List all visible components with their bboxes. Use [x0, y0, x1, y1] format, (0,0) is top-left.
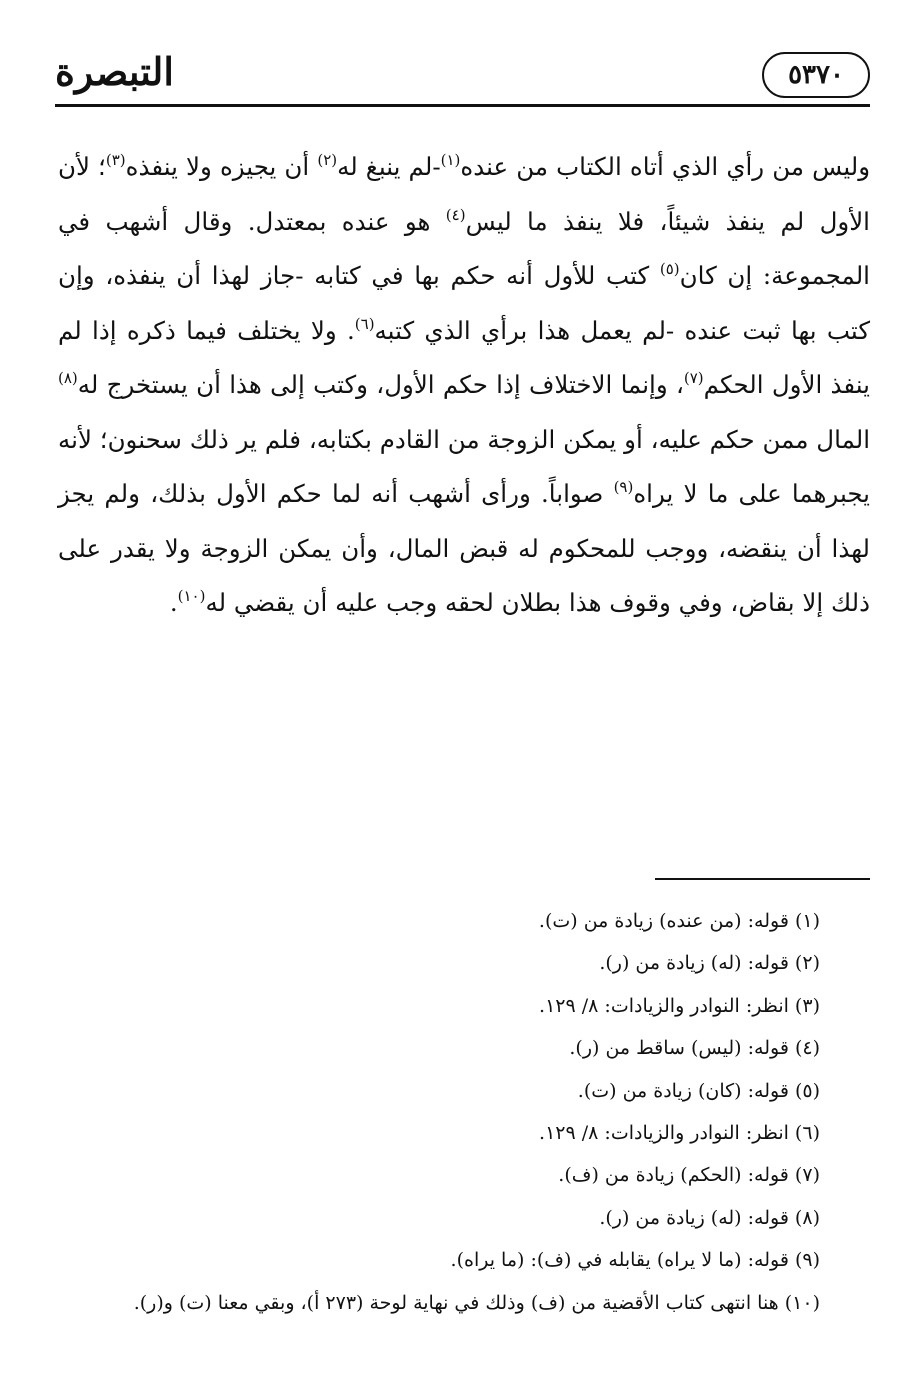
footnote-marker: (٤) [445, 205, 466, 224]
paragraph-text: . ولا يختلف فيما ذكره إذا لم ينفذ الأول الحكم [58, 315, 870, 399]
footnote-item: (١٠) هنا انتهى كتاب الأقضية من (ف) وذلك في نهاية لوحة (٢٧٣ أ)، وبقي معنا (ت) و(ر). [133, 1291, 820, 1314]
footnote-item: (٦) انظر: النوادر والزيادات: ٨/ ١٢٩. [539, 1122, 820, 1145]
paragraph-text: أن يجيزه ولا ينفذه [125, 152, 318, 181]
footnote-marker: (١) [440, 151, 461, 169]
footnote-item: (٧) قوله: (الحكم) زيادة من (ف). [558, 1164, 820, 1187]
footnote-item: (٥) قوله: (كان) زيادة من (ت). [577, 1079, 820, 1102]
paragraph-text: وليس من رأي الذي أتاه الكتاب من عنده [460, 152, 871, 181]
paragraph-text: ، وإنما الاختلاف إذا حكم الأول، وكتب إلى هذا أن يستخرج له [77, 370, 684, 399]
main-paragraph [58, 140, 870, 631]
paragraph-text: المال ممن حكم عليه، أو يمكن الزوجة من القادم بكتابه، فلم ير ذلك سحنون؛ لأنه يجبرهما على ما لا يراه [58, 424, 871, 508]
page-number-badge [762, 52, 870, 98]
paragraph-text: -لم ينبغ له [337, 152, 441, 181]
footnote-item: (٤) قوله: (ليس) ساقط من (ر). [569, 1037, 820, 1060]
footnote-marker: (٢) [317, 151, 338, 169]
footnote-marker: (٩) [613, 478, 634, 496]
footnote-marker: (١٠) [177, 587, 206, 605]
footnote-marker: (٥) [659, 260, 680, 278]
footnote-marker: (٨) [58, 369, 78, 387]
footnote-marker: (٣) [105, 151, 126, 169]
footnote-item: (٨) قوله: (له) زيادة من (ر). [599, 1206, 820, 1229]
footnote-item: (٢) قوله: (له) زيادة من (ر). [599, 952, 820, 975]
paragraph-text: صواباً. ورأى أشهب أنه لما حكم الأول بذلك، ولم يجز لهذا أن ينقضه، ووجب للمحكوم له قبض المال، وأن يمكن الزوجة ولا يقدر على ذلك إلا بقاض، وفي وقوف هذا بطلان لحقه وجب عليه أن يقضي له [58, 479, 870, 617]
page-number: ٥٣٧٠ [788, 60, 844, 90]
footnote-item: (١) قوله: (من عنده) زيادة من (ت). [538, 910, 820, 932]
footnote-item: (٩) قوله: (ما لا يراه) يقابله في (ف): (ما يراه). [450, 1249, 820, 1272]
footnote-marker: (٦) [354, 314, 375, 333]
page-header [55, 48, 870, 110]
paragraph-text: . [169, 588, 178, 617]
footnote-marker: (٧) [683, 369, 704, 387]
footnotes-list [58, 900, 820, 1324]
book-title: التبصرة [55, 49, 174, 94]
paragraph-text: كتب للأول أنه حكم بها في كتابه -جاز لهذا أن ينفذه، وإن كتب بها ثبت عنده -لم يعمل هذا برأي الذي كتبه [58, 261, 870, 345]
paragraph-text: هو عنده بمعتدل. وقال أشهب في المجموعة: إن كان [58, 206, 870, 290]
footnote-item: (٣) انظر: النوادر والزيادات: ٨/ ١٢٩. [539, 994, 820, 1017]
paragraph-text: ؛ لأن الأول لم ينفذ شيئاً، فلا ينفذ ما ليس [58, 152, 870, 236]
footnote-separator [655, 878, 870, 880]
header-rule [55, 104, 870, 107]
